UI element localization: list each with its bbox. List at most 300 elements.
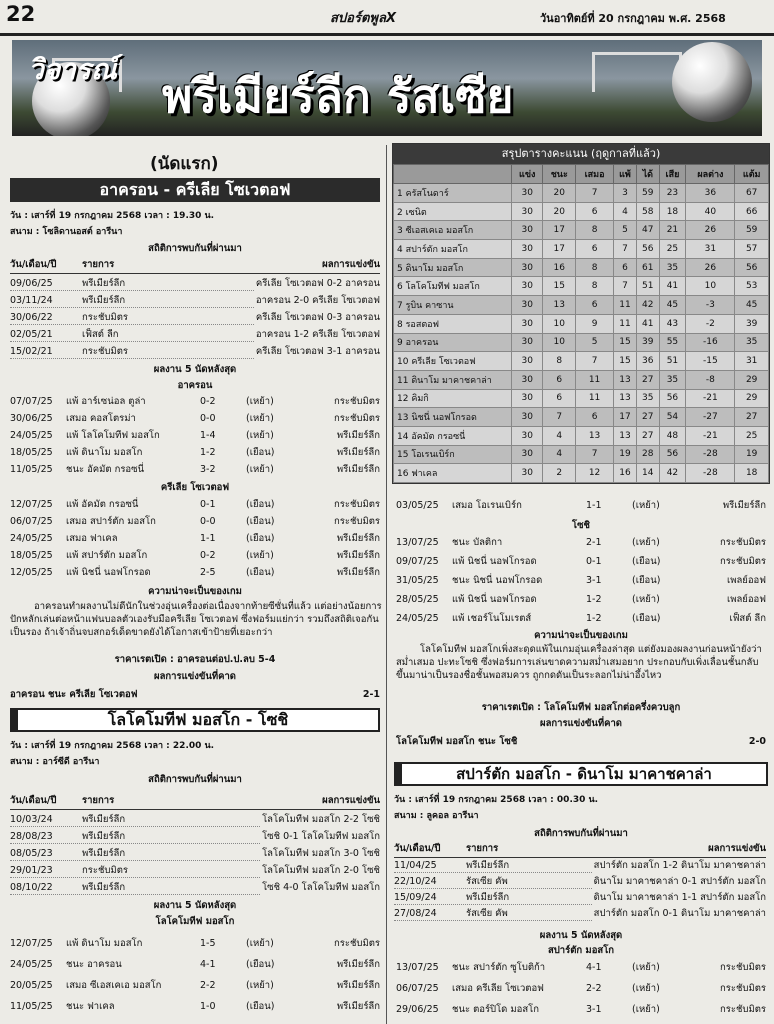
standings-cell: -28	[686, 464, 735, 483]
form-date: 24/05/25	[10, 959, 53, 970]
standings-cell: 6	[576, 408, 614, 427]
form-date: 24/05/25	[10, 533, 53, 544]
standings-team: 4 สปาร์ตัก มอสโก	[394, 240, 512, 259]
standings-cell: 42	[659, 464, 686, 483]
standings-cell: 41	[659, 277, 686, 296]
standings-cell: 17	[613, 408, 636, 427]
standings-cell: 20	[543, 184, 576, 203]
standings-cell: 30	[512, 221, 543, 240]
h2h-result: สปาร์ตัก มอสโก 1-2 ดินาโม มาคาชคาล่า	[593, 860, 766, 871]
standings-cell: 13	[543, 296, 576, 315]
form-date: 09/07/25	[396, 556, 439, 567]
form-opponent: เสมอ สปาร์ตัก มอสโก	[66, 516, 156, 527]
standings-cell: 30	[512, 464, 543, 483]
form-opponent: เสมอ ครีเลีย โซเวตอฟ	[452, 983, 544, 994]
form-competition: กระชับมิตร	[720, 962, 766, 973]
standings-cell: 59	[735, 221, 769, 240]
standings-cell: 56	[659, 445, 686, 464]
h2h-result: โลโคโมทีฟ มอสโก 2-2 โซชิ	[262, 814, 380, 825]
h2h-competition: พรีเมียร์ลีก	[82, 848, 126, 859]
standings-cell: 30	[512, 277, 543, 296]
standings-team: 15 โอเรนเบิร์ก	[394, 445, 512, 464]
standings-cell: 27	[637, 408, 660, 427]
standings-row	[394, 464, 769, 483]
standings-cell: 8	[576, 258, 614, 277]
standings-cell: 30	[512, 314, 543, 333]
standings-cell: 57	[735, 240, 769, 259]
match2-prediction: โลโคโมทีฟ มอสโก ชนะ โซชิ 2-0	[396, 736, 766, 747]
form-competition: พรีเมียร์ลีก	[336, 533, 380, 544]
match2-analysis: โลโคโมทีฟ มอสโกเพิ่งสะดุดแพ้ในเกมอุ่นเครื่องล่าสุด แต่ยังมองผลงานก่อนหน้ายังว่าสม่ำเสมอ ปะทะโซชิ ซึ่งฟอร์มการเล่นขาดความสม่ำเสมอยาก ประกอบกับเพิ่งเลื่อนชั้นกลับขึ้นมาน่าเป็นรองชื่อชั้นพอสมควร ถูกกดดันเป็นระลอกไม่น่าอึ้งไหว	[396, 644, 762, 681]
form-date: 12/07/25	[10, 938, 53, 949]
standings-row	[394, 258, 769, 277]
form-date: 24/05/25	[10, 430, 53, 441]
form-competition: เพลย์ออฟ	[726, 575, 766, 586]
standings-team: 1 ครัสโนดาร์	[394, 184, 512, 203]
h2h-row	[10, 880, 380, 895]
standings-row	[394, 352, 769, 371]
form-score: 1-2	[586, 594, 602, 605]
standings-cell: 13	[613, 370, 636, 389]
standings-cell: 17	[543, 221, 576, 240]
form-score: 1-0	[200, 1001, 216, 1012]
standings-row	[394, 426, 769, 445]
form-opponent: แพ้ โลโคโมทีฟ มอสโก	[66, 430, 160, 441]
standings-cell: 17	[543, 240, 576, 259]
divider	[10, 809, 380, 810]
form-date: 28/05/25	[396, 594, 439, 605]
form-venue: (เยือน)	[246, 499, 275, 510]
standings-cell: 66	[735, 202, 769, 221]
standings-cell: 48	[659, 426, 686, 445]
match2-form-title: ผลงาน 5 นัดหลังสุด	[153, 900, 237, 911]
form-row	[10, 999, 380, 1014]
standings-caption: สรุปตารางคะแนน (ฤดูกาลที่แล้ว)	[393, 144, 769, 164]
standings-col-header: ผลต่าง	[686, 165, 735, 184]
standings-cell: 28	[637, 445, 660, 464]
h2h-competition: กระชับมิตร	[82, 865, 128, 876]
standings-cell: 30	[512, 184, 543, 203]
form-venue: (เหย้า)	[632, 500, 660, 511]
standings-cell: 10	[543, 314, 576, 333]
match1-predict-title: ผลการแข่งขันที่คาด	[154, 671, 236, 682]
form-date: 11/05/25	[10, 1001, 53, 1012]
standings-cell: 56	[659, 389, 686, 408]
form-score: 3-1	[586, 575, 602, 586]
form-competition: พรีเมียร์ลีก	[336, 464, 380, 475]
form-venue: (เหย้า)	[632, 983, 660, 994]
standings-row	[394, 445, 769, 464]
form-row	[10, 462, 380, 477]
match1-title: อาครอน - ครีเลีย โซเวตอฟ	[10, 178, 380, 202]
h2h-competition: กระชับมิตร	[82, 346, 128, 357]
h2h-competition: กระชับมิตร	[82, 312, 128, 323]
standings-cell: 13	[613, 426, 636, 445]
standings-cell: 13	[613, 389, 636, 408]
form-opponent: แพ้ สปาร์ตัก มอสโก	[66, 550, 148, 561]
form-opponent: เสมอ ซีเอสเคเอ มอสโก	[66, 980, 162, 991]
standings-cell: 13	[576, 426, 614, 445]
standings-cell: 53	[735, 277, 769, 296]
form-date: 13/07/25	[396, 962, 439, 973]
form-competition: พรีเมียร์ลีก	[336, 959, 380, 970]
form-score: 3-1	[586, 1004, 602, 1015]
standings-row	[394, 314, 769, 333]
standings-team: 7 รูบิน คาซาน	[394, 296, 512, 315]
standings-row	[394, 221, 769, 240]
standings-cell: 35	[637, 389, 660, 408]
standings-col-header: แต้ม	[735, 165, 769, 184]
match1-analysis: อาครอนทำผลงานไม่ดีนักในช่วงอุ่นเครื่องต่อเนื่องจากท้ายซีซั่นที่แล้ว แต่อย่างน้อยการปักหลักเล่นต่อหน้าแฟนบอลตัวเองรับมือครีเลีย โซเวตอฟ ซึ่งฟอร์มแย่กว่า รวมถึงสถิติเจอกันเป็นรอง ถ้าเจ้าถิ่นจบสกอร์เด็ดขาดยังได้โอกาสเข้าป้ายที่เยอะกว่า	[10, 601, 382, 638]
standings-cell: 5	[576, 333, 614, 352]
standings-cell: -8	[686, 370, 735, 389]
match3-when: วัน : เสาร์ที่ 19 กรกฎาคม 2568 เวลา : 00.30 น.	[394, 795, 599, 805]
h2h-date: 28/08/23	[10, 831, 53, 842]
h2h-row	[10, 310, 380, 325]
h2h-date: 11/04/25	[394, 860, 437, 871]
h2h-result: ครีเลีย โซเวตอฟ 0-2 อาครอน	[255, 278, 380, 289]
form-score: 3-2	[200, 464, 216, 475]
standings-cell: -28	[686, 445, 735, 464]
h2h-row	[10, 812, 380, 827]
form-competition: พรีเมียร์ลีก	[336, 1001, 380, 1012]
form-competition: กระชับมิตร	[334, 396, 380, 407]
form-venue: (เหย้า)	[632, 1004, 660, 1015]
standings-cell: 4	[543, 445, 576, 464]
standings-team: 3 ซีเอสเคเอ มอสโก	[394, 221, 512, 240]
standings-row	[394, 202, 769, 221]
standings-cell: 31	[735, 352, 769, 371]
standings-team: 5 ดินาโม มอสโก	[394, 258, 512, 277]
standings-cell: 8	[543, 352, 576, 371]
standings-cell: 3	[613, 184, 636, 203]
standings-cell: 30	[512, 389, 543, 408]
h2h-result: ครีเลีย โซเวตอฟ 0-3 อาครอน	[255, 312, 380, 323]
form-date: 18/05/25	[10, 550, 53, 561]
form-venue: (เยือน)	[632, 575, 661, 586]
match1-form-title: ผลงาน 5 นัดหลังสุด	[153, 364, 237, 375]
standings-cell: 30	[512, 296, 543, 315]
form-score: 0-0	[200, 413, 216, 424]
form-opponent: เสมอ ฟาเคล	[66, 533, 118, 544]
standings-cell: 51	[659, 352, 686, 371]
h2h-row	[10, 293, 380, 308]
standings-cell: 55	[659, 333, 686, 352]
form-venue: (เหย้า)	[246, 980, 274, 991]
standings-cell: 35	[659, 370, 686, 389]
h2h-date: 02/05/21	[10, 329, 53, 340]
form-venue: (เหย้า)	[246, 464, 274, 475]
form-opponent: แพ้ อาร์เซน่อล ตูล่า	[66, 396, 146, 407]
h2h-competition: พรีเมียร์ลีก	[82, 295, 126, 306]
h2h-competition: พรีเมียร์ลีก	[82, 814, 126, 825]
standings-cell: 30	[512, 445, 543, 464]
form-venue: (เยือน)	[246, 447, 275, 458]
h2h-result: ครีเลีย โซเวตอฟ 3-1 อาครอน	[255, 346, 380, 357]
form-row	[396, 554, 766, 569]
match1-team-b: ครีเลีย โซเวตอฟ	[160, 482, 230, 493]
h2h-row	[394, 858, 766, 873]
standings-team: 11 ดินาโม มาคาชคาล่า	[394, 370, 512, 389]
form-opponent: แพ้ อัคมัต กรอซนี่	[66, 499, 139, 510]
standings-cell: 35	[659, 258, 686, 277]
h2h-row	[394, 890, 766, 905]
standings-row	[394, 370, 769, 389]
standings-cell: 23	[659, 184, 686, 203]
standings-cell: 51	[637, 277, 660, 296]
standings-row	[394, 408, 769, 427]
form-competition: เฟ็สต์ ลีก	[729, 613, 766, 624]
standings-cell: 14	[637, 464, 660, 483]
form-opponent: เสมอ คอสโตรม่า	[66, 413, 136, 424]
standings-cell: 40	[686, 202, 735, 221]
match1-odds: ราคาเรตเปิด : อาครอนต่อป.ป.ลบ 5-4	[114, 654, 276, 665]
form-opponent: แพ้ นิชนี่ นอฟโกรอด	[452, 594, 537, 605]
issue-date: วันอาทิตย์ที่ 20 กรกฎาคม พ.ศ. 2568	[540, 12, 726, 25]
form-row	[396, 1002, 766, 1017]
form-score: 0-2	[200, 396, 216, 407]
form-date: 06/07/25	[396, 983, 439, 994]
form-row	[396, 573, 766, 588]
standings-cell: 43	[659, 314, 686, 333]
standings-row	[394, 296, 769, 315]
form-row	[396, 960, 766, 975]
form-score: 1-1	[586, 500, 602, 511]
standings-cell: 58	[637, 202, 660, 221]
h2h-competition: พรีเมียร์ลีก	[82, 831, 126, 842]
standings-cell: 6	[543, 370, 576, 389]
h2h-row	[10, 344, 380, 359]
h2h-row	[10, 276, 380, 291]
standings-cell: 18	[735, 464, 769, 483]
standings-cell: 45	[735, 296, 769, 315]
standings-cell: 25	[735, 426, 769, 445]
standings-cell: 56	[637, 240, 660, 259]
form-competition: กระชับมิตร	[720, 983, 766, 994]
form-opponent: ชนะ อาครอน	[66, 959, 122, 970]
form-row	[10, 445, 380, 460]
form-score: 2-2	[586, 983, 602, 994]
form-row	[10, 531, 380, 546]
standings-cell: 5	[613, 221, 636, 240]
standings-team: 6 โลโคโมทีฟ มอสโก	[394, 277, 512, 296]
standings-cell: -27	[686, 408, 735, 427]
match1-when: วัน : เสาร์ที่ 19 กรกฎาคม 2568 เวลา : 19.30 น.	[10, 211, 215, 221]
form-competition: กระชับมิตร	[334, 516, 380, 527]
h2h-row	[394, 906, 766, 921]
standings-cell: 35	[735, 333, 769, 352]
form-venue: (เยือน)	[246, 567, 275, 578]
goal-net-graphic	[592, 52, 682, 92]
standings-cell: 47	[637, 221, 660, 240]
standings-col-header: เสมอ	[576, 165, 614, 184]
form-opponent: แพ้ ดินาโม มอสโก	[66, 938, 143, 949]
h2h-date: 30/06/22	[10, 312, 53, 323]
h2h-row	[10, 846, 380, 861]
form-score: 4-1	[586, 962, 602, 973]
form-date: 18/05/25	[10, 447, 53, 458]
standings-cell: 19	[613, 445, 636, 464]
form-competition: พรีเมียร์ลีก	[336, 980, 380, 991]
h2h-competition: พรีเมียร์ลีก	[466, 860, 510, 871]
form-row	[10, 428, 380, 443]
standings-team: 8 รอสตอฟ	[394, 314, 512, 333]
form-venue: (เหย้า)	[246, 550, 274, 561]
standings-cell: 7	[576, 352, 614, 371]
standings-cell: 30	[512, 370, 543, 389]
form-row	[10, 394, 380, 409]
standings-cell: 25	[659, 240, 686, 259]
form-date: 30/06/25	[10, 413, 53, 424]
match3-venue: สนาม : ลูคอล อารีนา	[394, 811, 479, 821]
standings-cell: 6	[576, 240, 614, 259]
standings-row	[394, 240, 769, 259]
form-venue: (เหย้า)	[632, 594, 660, 605]
h2h-competition: พรีเมียร์ลีก	[466, 892, 510, 903]
standings-cell: 30	[512, 408, 543, 427]
standings-cell: 10	[686, 277, 735, 296]
h2h-date: 15/02/21	[10, 346, 53, 357]
banner-kicker: วิจารณ์	[28, 53, 117, 86]
standings-team: 2 เซนิต	[394, 202, 512, 221]
form-competition: พรีเมียร์ลีก	[336, 550, 380, 561]
h2h-result: โซชิ 4-0 โลโคโมทีฟ มอสโก	[262, 882, 380, 893]
standings-cell: 6	[576, 202, 614, 221]
form-venue: (เหย้า)	[246, 938, 274, 949]
match3-title: สปาร์ตัก มอสโก - ดินาโม มาคาชคาล่า	[394, 762, 768, 786]
standings-cell: 8	[576, 277, 614, 296]
match3-team-a: สปาร์ตัก มอสโก	[547, 945, 615, 956]
form-score: 1-5	[200, 938, 216, 949]
form-date: 13/07/25	[396, 537, 439, 548]
match1-prediction: อาครอน ชนะ ครีเลีย โซเวตอฟ 2-1	[10, 689, 380, 700]
standings-cell: 31	[686, 240, 735, 259]
match2-team-a: โลโคโมทีฟ มอสโก	[155, 916, 235, 927]
form-venue: (เหย้า)	[246, 430, 274, 441]
h2h-date: 03/11/24	[10, 295, 53, 306]
standings-cell: -16	[686, 333, 735, 352]
standings-cell: 39	[637, 333, 660, 352]
match1-analysis-title: ความน่าจะเป็นของเกม	[148, 586, 242, 597]
form-date: 20/05/25	[10, 980, 53, 991]
football-icon	[672, 42, 752, 122]
standings-cell: 4	[543, 426, 576, 445]
standings-cell: 12	[576, 464, 614, 483]
standings-team: 12 คิมกิ	[394, 389, 512, 408]
standings-cell: 42	[637, 296, 660, 315]
match2-analysis-title: ความน่าจะเป็นของเกม	[534, 630, 628, 641]
standings-cell: 36	[686, 184, 735, 203]
h2h-date: 08/05/23	[10, 848, 53, 859]
form-venue: (เยือน)	[246, 1001, 275, 1012]
form-competition: เพลย์ออฟ	[726, 594, 766, 605]
standings-cell: -2	[686, 314, 735, 333]
form-opponent: ชนะ อัคมัต กรอซนี่	[66, 464, 145, 475]
form-row	[10, 497, 380, 512]
standings-cell: 39	[735, 314, 769, 333]
h2h-date: 27/08/24	[394, 908, 437, 919]
h2h-date: 22/10/24	[394, 876, 437, 887]
form-row	[10, 514, 380, 529]
standings-row	[394, 333, 769, 352]
h2h-result: อาครอน 2-0 ครีเลีย โซเวตอฟ	[255, 295, 380, 306]
match2-h2h-title: สถิติการพบกันที่ผ่านมา	[148, 774, 242, 785]
form-competition: พรีเมียร์ลีก	[336, 447, 380, 458]
form-row	[10, 936, 380, 951]
form-competition: พรีเมียร์ลีก	[336, 567, 380, 578]
standings-cell: 16	[613, 464, 636, 483]
standings-cell: 67	[735, 184, 769, 203]
standings-cell: 30	[512, 202, 543, 221]
match2-venue: สนาม : อาร์ซีดี อารีนา	[10, 757, 100, 767]
form-row	[10, 565, 380, 580]
form-date: 12/05/25	[10, 567, 53, 578]
standings-cell: 29	[735, 389, 769, 408]
standings-team: 13 นิชนี่ นอฟโกรอด	[394, 408, 512, 427]
form-score: 0-1	[586, 556, 602, 567]
standings-cell: 30	[512, 426, 543, 445]
standings-cell: 8	[576, 221, 614, 240]
form-date: 12/07/25	[10, 499, 53, 510]
form-date: 24/05/25	[396, 613, 439, 624]
page-header	[0, 0, 774, 36]
match1-team-a: อาครอน	[177, 380, 213, 391]
form-opponent: เสมอ โอเรนเบิร์ก	[452, 500, 522, 511]
standings-cell: 9	[576, 314, 614, 333]
standings-col-header: แข่ง	[512, 165, 543, 184]
form-venue: (เหย้า)	[632, 537, 660, 548]
standings-cell: 26	[686, 258, 735, 277]
form-competition: กระชับมิตร	[720, 1004, 766, 1015]
form-opponent: ชนะ บัลติกา	[452, 537, 503, 548]
standings-cell: 59	[637, 184, 660, 203]
form-venue: (เยือน)	[246, 959, 275, 970]
standings-cell: 30	[512, 333, 543, 352]
standings-row	[394, 389, 769, 408]
h2h-result: สปาร์ตัก มอสโก 0-1 ดินาโม มาคาชคาล่า	[593, 908, 766, 919]
h2h-date: 29/01/23	[10, 865, 53, 876]
standings-table	[392, 143, 770, 484]
h2h-competition: รัสเซีย คัพ	[466, 876, 508, 887]
form-opponent: แพ้ นิชนี่ นอฟโกรอด	[452, 556, 537, 567]
form-opponent: แพ้ นิชนี่ นอฟโกรอด	[66, 567, 151, 578]
form-row	[10, 957, 380, 972]
standings-cell: 11	[576, 370, 614, 389]
h2h-competition: รัสเซีย คัพ	[466, 908, 508, 919]
standings-cell: 7	[576, 445, 614, 464]
standings-col-header	[394, 165, 512, 184]
form-date: 07/07/25	[10, 396, 53, 407]
form-date: 29/06/25	[396, 1004, 439, 1015]
match2-when: วัน : เสาร์ที่ 19 กรกฎาคม 2568 เวลา : 22.00 น.	[10, 741, 215, 751]
column-divider	[386, 145, 387, 1024]
form-row	[396, 592, 766, 607]
h2h-row	[10, 327, 380, 342]
form-row	[396, 981, 766, 996]
standings-cell: -15	[686, 352, 735, 371]
section-banner	[12, 40, 762, 136]
standings-cell: 11	[613, 314, 636, 333]
form-date: 03/05/25	[396, 500, 439, 511]
standings-cell: 30	[512, 352, 543, 371]
banner-title: พรีเมียร์ลีก รัสเซีย	[162, 69, 514, 123]
match2-odds: ราคาเรตเปิด : โลโคโมทีฟ มอสโกต่อครึ่งควบลูก	[481, 702, 681, 713]
standings-cell: 18	[659, 202, 686, 221]
form-row	[396, 611, 766, 626]
standings-cell: 19	[735, 445, 769, 464]
form-competition: กระชับมิตร	[720, 556, 766, 567]
h2h-date: 15/09/24	[394, 892, 437, 903]
